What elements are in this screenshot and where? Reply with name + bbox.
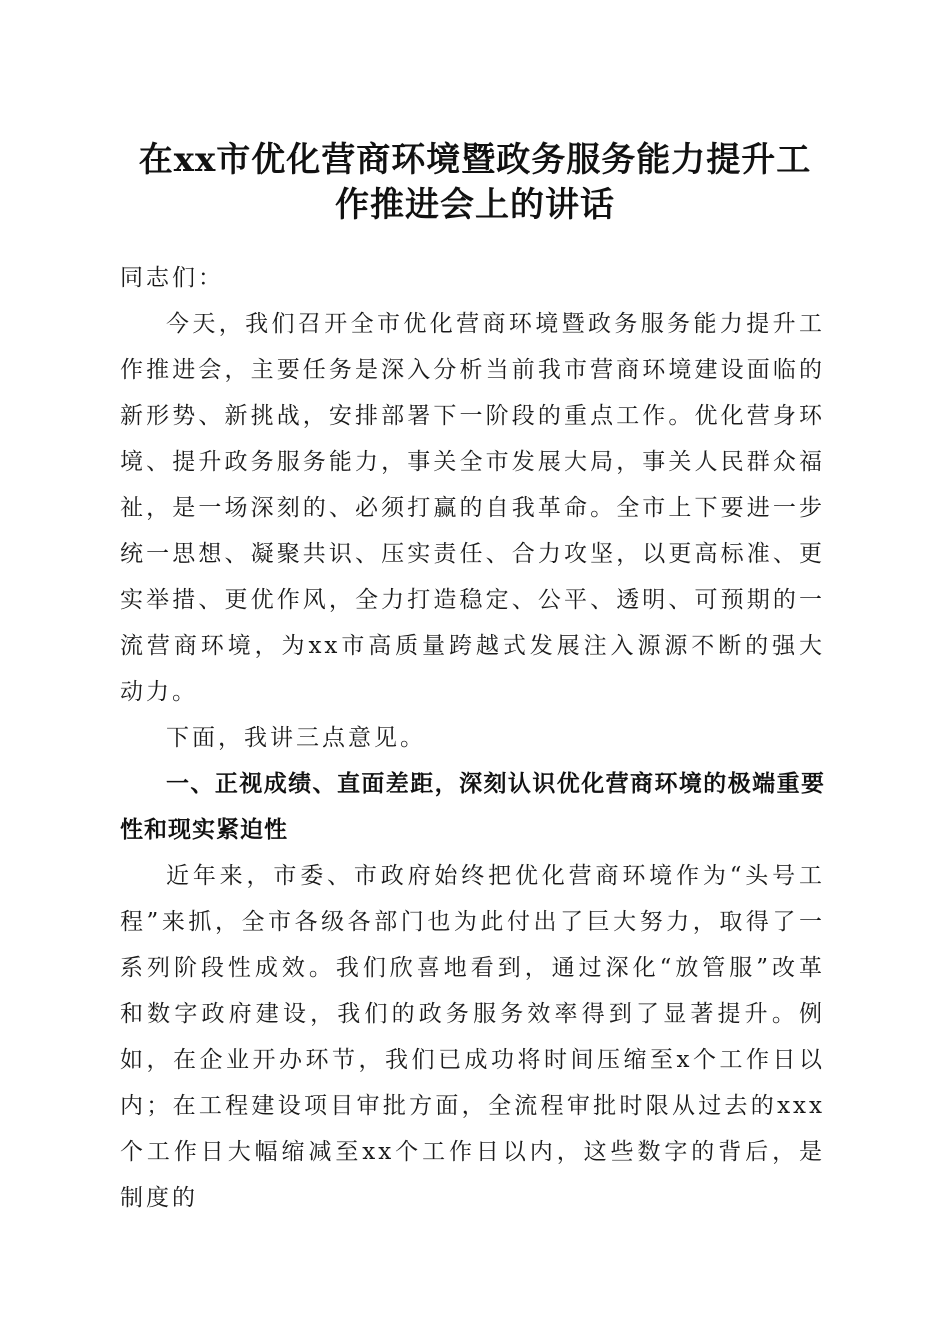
document-title [100, 138, 850, 228]
paragraph-achievements: 近年来，市委、市政府始终把优化营商环境作为“头号工程”来抓，全市各级各部门也为此付出了巨大努力，取得了一系列阶段性成效。我们欣喜地看到，通过深化“放管服”改革和数字政府建设，我们的政务服务效率得到了显著提升。例如，在企业开办环节，我们已成功将时间压缩至x个工作日以内；在工程建设项目审批方面，全流程审批时限从过去的xxx个工作日大幅缩减至xx个工作日以内，这些数字的背后，是制度的 [120, 863, 825, 1211]
paragraph-outline: 下面，我讲三点意见。 [166, 725, 426, 751]
paragraph-intro: 今天，我们召开全市优化营商环境暨政务服务能力提升工作推进会，主要任务是深入分析当前我市营商环境建设面临的新形势、新挑战，安排部署下一阶段的重点工作。优化营身环境、提升政务服务能力，事关全市发展大局，事关人民群众福祉，是一场深刻的、必须打赢的自我革命。全市上下要进一步统一思想、凝聚共识、压实责任、合力攻坚，以更高标准、更实举措、更优作风，全力打造稳定、公平、透明、可预期的一流营商环境，为xx市高质量跨越式发展注入源源不断的强大动力。 [120, 311, 825, 705]
title-line-2: 作推进会上的讲话 [335, 185, 615, 225]
section-heading-1: 一、正视成绩、直面差距，深刻认识优化营商环境的极端重要性和现实紧迫性 [120, 771, 825, 843]
document-body [120, 255, 825, 1221]
greeting: 同志们： [120, 265, 224, 291]
title-line-1: 在xx市优化营商环境暨政务服务能力提升工 [138, 140, 812, 180]
